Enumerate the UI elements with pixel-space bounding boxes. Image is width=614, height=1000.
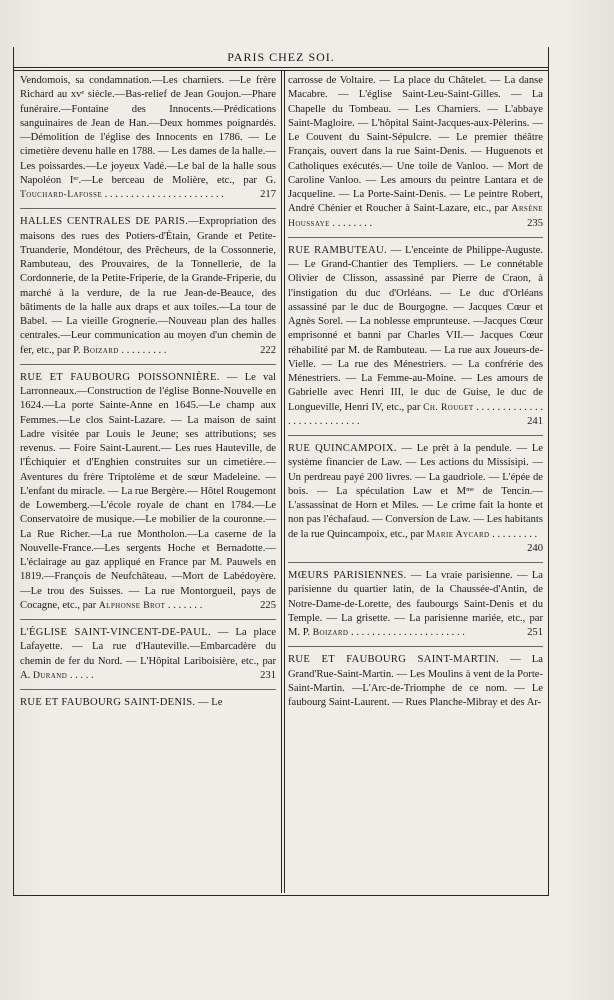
- entry-text: — L'enceinte de Philippe-Auguste. — Le Grand-Chantier des Templiers. — Le connétable Olivier de Clisson, assassiné par Pierre de Craon, à l'instigation du duc d'Orléans. — Le duc d'Orléans assassiné par le duc de Bourgogne. — Jacques Cœur et Agnès Sorel. — La noblesse emprunteuse. —Jacques Cœur emprisonné et banni par Charles VII.— Jacques Cœur réhabilité par M. de Rambuteau. — La rue aux Joueurs-de-Vielle. — La rue des Ménestriers. — La confrérie des Ménestriers. — La Femme-au-Moine. — Les amours de Gabrielle avec Henri III, le duc de Guise, le duc de Longueville, Henri IV, etc., par: [288, 244, 544, 413]
- entry-separator: [20, 689, 276, 690]
- toc-entry: [288, 569, 543, 640]
- entry-heading: RUE QUINCAMPOIX.: [288, 443, 397, 454]
- column-divider-thin: [284, 71, 285, 893]
- entry-page-number: 240: [527, 542, 543, 554]
- leader-dots: . . . . .: [67, 669, 94, 681]
- toc-entry: [288, 442, 543, 556]
- left-column: [20, 74, 276, 710]
- entry-separator: [20, 364, 276, 365]
- header-rule: [13, 67, 549, 68]
- toc-entry: [288, 653, 543, 710]
- entry-heading: RUE ET FAUBOURG SAINT-DENIS.: [20, 697, 196, 708]
- column-divider: [281, 71, 282, 893]
- leader-dots: . . . . . . . .: [329, 217, 373, 229]
- toc-entry: [20, 74, 276, 202]
- entry-author: Marie Aycard: [426, 528, 490, 540]
- entry-page-number: 235: [527, 217, 543, 229]
- leader-dots: . . . . . . . . .: [489, 528, 538, 540]
- entry-text: Vendomois, sa condamnation.—Les charniers. —Le frère Richard au xvᵉ siècle.—Bas-relief de Jean Goujon.—Phare funéraire.—Fontaine des Innocents.—Prédications sanguinaires de Jean de Han.—Deux hommes poignardés.—Démolition de l'église des Innocents en 1786. — Le cimetière devenu halle en 1788. — Les dames de la halle.—Les poissardes.—Le joyeux Vadé.—Le bal de la halle sous Napoléon Iᵉʳ.—Le berceau de Molière, etc., par G.: [20, 75, 276, 186]
- leader-dots: . . . . . . . . .: [118, 344, 167, 356]
- toc-entry: [20, 371, 276, 613]
- entry-separator: [20, 619, 276, 620]
- entry-text: — Le prêt à la pendule. — Le système financier de Law. — Les actions du Missisipi. — Un perdreau payé 200 livres. — La gaudriole. — L'épée de bois. — La spéculation Law et Mᵐᵉ de Tencin.—L'assassinat de Horn et Miles. — Le crime fait la honte et non pas l'échafaud. — Conversion de Law. — Les habitants de la rue Quincampoix, etc., par: [288, 443, 543, 540]
- entry-text: — La place Lafayette. — La rue d'Hauteville.—Embarcadère du chemin de fer du Nord. — L'Hôpital Lariboisière, etc., par A.: [20, 627, 277, 681]
- entry-page-number: 217: [260, 189, 276, 200]
- leader-dots: . . . . . . . . . . . . . . . . . . . . . . . . . . .: [288, 401, 543, 427]
- entry-author: Arsène Houssaye: [288, 203, 543, 229]
- leader-dots: . . . . . . . . . . . . . . . . . . . . . . .: [102, 189, 224, 200]
- entry-page-number: 222: [260, 344, 276, 356]
- entry-text: — Le val Larronneaux.—Construction de l'église Bonne-Nouvelle en 1624.—La porte Sainte-Anne en 1645.—Le champ aux Femmes.—Le clos Saint-Lazare. — La maison de saint Ladre visitée par Louis le Jeune; ses attributions; ses revenus. — Foire Saint-Laurent.— Les rues Hauteville, de l'Échiquier et d'Enghien construites sur un cimetière.—Aventures du frère Triptolème et de sœur Madeleine. —L'enfant du miracle. — La rue Bergère.— Hôtel Rougemont de Lowemberg.—L'école royale de chant en 1784.—Le Conservatoire de musique.—Le mobilier de la couronne.—La Rue Richer.—La rue Montholon.—La caserne de la Nouvelle-France.—Les sergents Hoche et Bernadotte.—L'éclairage au gaz appliqué en France par M. Pauwels en 1819.—François de Neufchâteau. —Mort de Labédoyère. —Le trou des Suisses. — La rue Montorgueil, pays de Cocagne, etc., par: [20, 371, 276, 611]
- entry-author: Alphonse Brot: [98, 599, 166, 611]
- entry-author: Touchard-Lafosse: [20, 189, 102, 200]
- entry-heading: RUE ET FAUBOURG SAINT-MARTIN.: [288, 654, 499, 666]
- entry-heading: RUE ET FAUBOURG POISSONNIÈRE.: [20, 371, 220, 383]
- entry-page-number: 241: [527, 415, 543, 427]
- toc-entry: [20, 626, 276, 683]
- entry-author: Durand: [32, 669, 68, 681]
- entry-page-number: 231: [260, 669, 276, 681]
- entry-heading: HALLES CENTRALES DE PARIS.: [20, 216, 189, 228]
- entry-author: Boizard: [312, 627, 349, 638]
- entry-heading: L'ÉGLISE SAINT-VINCENT-DE-PAUL.: [20, 627, 211, 638]
- entry-separator: [288, 237, 543, 238]
- entry-separator: [288, 435, 543, 436]
- leader-dots: . . . . . . . . . . . . . . . . . . . . . .: [348, 627, 465, 638]
- entry-text: — La vraie parisienne. — La parisienne du quartier latin, de la Chaussée-d'Antin, de Notre-Dame-de-Lorette, des faubourgs Saint-Denis et du Temple. — La grisette. — La parisienne mariée, etc., par M. P.: [288, 570, 543, 638]
- entry-heading: RUE RAMBUTEAU.: [288, 244, 387, 256]
- entry-text: —Expropriation des maisons des rues des Potiers-d'Étain, Grande et Petite-Truanderie, Mondétour, des Prêcheurs, de la Cossonnerie, Rambuteau, des Prouvaires, de la Tonnellerie, de la Cordonnerie, de la Petite-Friperie, de la Grande-Friperie, du marché à la verdure, de la rue Jean-de-Beauce, des bâtiments de la halle aux draps et aux toiles.—La tour de Babel. — La vieille Grognerie.—Nouveau plan des halles centrales.—Leur communication au moyen d'un chemin de fer, etc., par P.: [20, 216, 276, 356]
- entry-page-number: 225: [260, 599, 276, 611]
- entry-heading: MŒURS PARISIENNES.: [288, 570, 407, 581]
- entry-text: — La Grand'Rue-Saint-Martin. — Les Moulins à vent de la Porte-Saint-Martin. —L'Arc-de-Triomphe de ce nom. — Le faubourg Saint-Laurent. — Rues Planche-Mibray et des Ar-: [288, 654, 543, 708]
- entry-text: carrosse de Voltaire. — La place du Châtelet. — La danse Macabre. — L'église Saint-Leu-Saint-Gilles. — La Chapelle du Tombeau. — Les Charniers. — L'abbaye Saint-Magloire. — L'hôpital Saint-Jacques-aux-Pèlerins. — Le Couvent du Saint-Sépulcre. — Le premier théâtre Français, ouvert dans la rue Saint-Denis. — Huguenots et Catholiques exécutés.— Une toile de Vanloo. — Mort de Caroline Vanloo. — Les amours du peintre Lantara et de Jacqueline. — La Porte-Saint-Denis. — Le peintre Robert, André Chénier et Roucher à Saint-Lazare, etc., par: [288, 75, 543, 215]
- running-head: PARIS CHEZ SOI.: [227, 50, 335, 64]
- toc-entry: [20, 215, 276, 358]
- entry-author: Ch. Rouget: [423, 401, 474, 413]
- right-column: [288, 74, 543, 710]
- entry-separator: [288, 562, 543, 563]
- toc-entry: [288, 244, 543, 429]
- toc-entry: [288, 74, 543, 231]
- toc-entry: [20, 696, 276, 710]
- entry-text: — Le: [195, 697, 223, 708]
- entry-author: Boizard: [83, 344, 119, 356]
- entry-page-number: 251: [527, 627, 543, 638]
- entry-separator: [288, 646, 543, 647]
- leader-dots: . . . . . . .: [165, 599, 203, 611]
- entry-separator: [20, 208, 276, 209]
